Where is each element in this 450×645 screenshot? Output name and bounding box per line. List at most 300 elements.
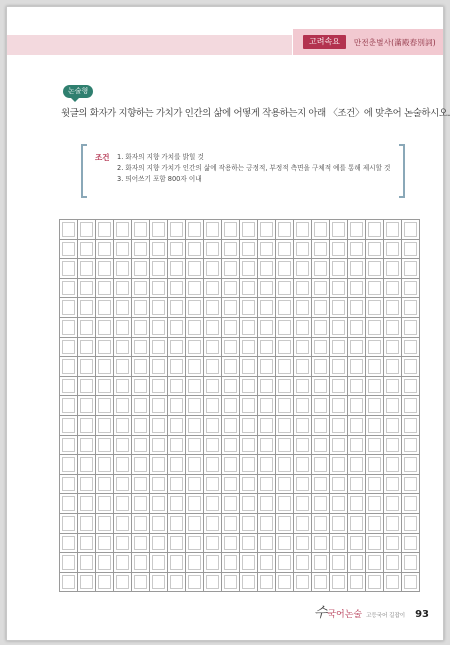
grid-cell[interactable] [204, 259, 222, 279]
grid-cell[interactable] [132, 475, 150, 495]
grid-cell[interactable] [240, 553, 258, 573]
grid-cell[interactable] [132, 455, 150, 475]
grid-cell[interactable] [240, 240, 258, 260]
grid-cell[interactable] [186, 455, 204, 475]
grid-cell[interactable] [312, 573, 330, 593]
grid-cell[interactable] [222, 475, 240, 495]
grid-cell[interactable] [348, 436, 366, 456]
grid-cell[interactable] [384, 436, 402, 456]
grid-cell[interactable] [114, 357, 132, 377]
grid-cell[interactable] [258, 553, 276, 573]
grid-cell[interactable] [312, 553, 330, 573]
grid-cell[interactable] [204, 494, 222, 514]
grid-cell[interactable] [60, 279, 78, 299]
grid-cell[interactable] [96, 553, 114, 573]
grid-cell[interactable] [240, 220, 258, 240]
grid-cell[interactable] [132, 396, 150, 416]
grid-cell[interactable] [366, 259, 384, 279]
grid-cell[interactable] [186, 259, 204, 279]
grid-cell[interactable] [186, 416, 204, 436]
manuscript-grid[interactable] [59, 219, 420, 592]
grid-cell[interactable] [150, 534, 168, 554]
grid-cell[interactable] [294, 514, 312, 534]
grid-cell[interactable] [150, 338, 168, 358]
grid-cell[interactable] [276, 318, 294, 338]
grid-cell[interactable] [114, 279, 132, 299]
grid-cell[interactable] [276, 259, 294, 279]
grid-cell[interactable] [348, 298, 366, 318]
grid-cell[interactable] [186, 534, 204, 554]
grid-cell[interactable] [402, 514, 420, 534]
grid-cell[interactable] [222, 436, 240, 456]
grid-cell[interactable] [330, 338, 348, 358]
grid-cell[interactable] [402, 396, 420, 416]
grid-cell[interactable] [384, 259, 402, 279]
grid-cell[interactable] [114, 436, 132, 456]
grid-cell[interactable] [186, 279, 204, 299]
grid-cell[interactable] [204, 573, 222, 593]
grid-cell[interactable] [366, 475, 384, 495]
grid-cell[interactable] [204, 514, 222, 534]
grid-cell[interactable] [168, 279, 186, 299]
grid-cell[interactable] [366, 396, 384, 416]
grid-cell[interactable] [294, 553, 312, 573]
grid-cell[interactable] [132, 240, 150, 260]
grid-cell[interactable] [258, 494, 276, 514]
grid-cell[interactable] [330, 377, 348, 397]
grid-cell[interactable] [240, 436, 258, 456]
grid-cell[interactable] [384, 494, 402, 514]
grid-cell[interactable] [240, 298, 258, 318]
grid-cell[interactable] [384, 279, 402, 299]
grid-cell[interactable] [276, 553, 294, 573]
grid-cell[interactable] [384, 475, 402, 495]
grid-cell[interactable] [258, 396, 276, 416]
grid-cell[interactable] [78, 377, 96, 397]
grid-cell[interactable] [276, 338, 294, 358]
grid-cell[interactable] [348, 220, 366, 240]
grid-cell[interactable] [78, 240, 96, 260]
grid-cell[interactable] [366, 455, 384, 475]
grid-cell[interactable] [294, 298, 312, 318]
grid-cell[interactable] [294, 573, 312, 593]
grid-cell[interactable] [294, 240, 312, 260]
grid-cell[interactable] [366, 377, 384, 397]
grid-cell[interactable] [384, 318, 402, 338]
grid-cell[interactable] [204, 220, 222, 240]
grid-cell[interactable] [78, 416, 96, 436]
grid-cell[interactable] [114, 573, 132, 593]
grid-cell[interactable] [294, 475, 312, 495]
grid-cell[interactable] [150, 318, 168, 338]
grid-cell[interactable] [366, 357, 384, 377]
grid-cell[interactable] [384, 416, 402, 436]
grid-cell[interactable] [384, 357, 402, 377]
grid-cell[interactable] [96, 377, 114, 397]
grid-cell[interactable] [132, 298, 150, 318]
grid-cell[interactable] [222, 553, 240, 573]
grid-cell[interactable] [96, 240, 114, 260]
grid-cell[interactable] [78, 553, 96, 573]
grid-cell[interactable] [240, 416, 258, 436]
grid-cell[interactable] [78, 573, 96, 593]
grid-cell[interactable] [60, 259, 78, 279]
grid-cell[interactable] [204, 396, 222, 416]
grid-cell[interactable] [258, 240, 276, 260]
grid-cell[interactable] [276, 514, 294, 534]
grid-cell[interactable] [330, 298, 348, 318]
grid-cell[interactable] [276, 396, 294, 416]
grid-cell[interactable] [240, 338, 258, 358]
grid-cell[interactable] [60, 534, 78, 554]
grid-cell[interactable] [276, 220, 294, 240]
grid-cell[interactable] [168, 318, 186, 338]
grid-cell[interactable] [240, 455, 258, 475]
grid-cell[interactable] [402, 259, 420, 279]
grid-cell[interactable] [348, 416, 366, 436]
grid-cell[interactable] [186, 377, 204, 397]
grid-cell[interactable] [330, 455, 348, 475]
grid-cell[interactable] [402, 318, 420, 338]
grid-cell[interactable] [114, 455, 132, 475]
grid-cell[interactable] [132, 279, 150, 299]
grid-cell[interactable] [240, 475, 258, 495]
grid-cell[interactable] [312, 279, 330, 299]
grid-cell[interactable] [276, 357, 294, 377]
grid-cell[interactable] [240, 357, 258, 377]
grid-cell[interactable] [78, 318, 96, 338]
grid-cell[interactable] [114, 534, 132, 554]
grid-cell[interactable] [384, 534, 402, 554]
grid-cell[interactable] [150, 396, 168, 416]
grid-cell[interactable] [222, 455, 240, 475]
grid-cell[interactable] [276, 573, 294, 593]
grid-cell[interactable] [330, 514, 348, 534]
grid-cell[interactable] [186, 573, 204, 593]
grid-cell[interactable] [96, 220, 114, 240]
grid-cell[interactable] [222, 240, 240, 260]
grid-cell[interactable] [258, 416, 276, 436]
grid-cell[interactable] [78, 455, 96, 475]
grid-cell[interactable] [222, 220, 240, 240]
grid-cell[interactable] [132, 514, 150, 534]
grid-cell[interactable] [114, 240, 132, 260]
grid-cell[interactable] [114, 259, 132, 279]
grid-cell[interactable] [384, 573, 402, 593]
grid-cell[interactable] [150, 573, 168, 593]
grid-cell[interactable] [348, 357, 366, 377]
grid-cell[interactable] [366, 279, 384, 299]
grid-cell[interactable] [276, 416, 294, 436]
grid-cell[interactable] [258, 455, 276, 475]
grid-cell[interactable] [204, 338, 222, 358]
grid-cell[interactable] [204, 534, 222, 554]
grid-cell[interactable] [240, 573, 258, 593]
grid-cell[interactable] [114, 475, 132, 495]
grid-cell[interactable] [366, 553, 384, 573]
grid-cell[interactable] [240, 494, 258, 514]
grid-cell[interactable] [294, 220, 312, 240]
grid-cell[interactable] [402, 279, 420, 299]
grid-cell[interactable] [204, 553, 222, 573]
grid-cell[interactable] [240, 377, 258, 397]
grid-cell[interactable] [168, 436, 186, 456]
grid-cell[interactable] [348, 553, 366, 573]
grid-cell[interactable] [78, 396, 96, 416]
grid-cell[interactable] [258, 357, 276, 377]
grid-cell[interactable] [150, 436, 168, 456]
grid-cell[interactable] [186, 298, 204, 318]
grid-cell[interactable] [60, 298, 78, 318]
grid-cell[interactable] [186, 396, 204, 416]
grid-cell[interactable] [132, 259, 150, 279]
grid-cell[interactable] [402, 338, 420, 358]
grid-cell[interactable] [222, 514, 240, 534]
grid-cell[interactable] [114, 514, 132, 534]
grid-cell[interactable] [348, 259, 366, 279]
grid-cell[interactable] [96, 259, 114, 279]
grid-cell[interactable] [60, 240, 78, 260]
grid-cell[interactable] [330, 396, 348, 416]
grid-cell[interactable] [96, 338, 114, 358]
grid-cell[interactable] [150, 220, 168, 240]
grid-cell[interactable] [330, 220, 348, 240]
grid-cell[interactable] [366, 514, 384, 534]
grid-cell[interactable] [114, 298, 132, 318]
grid-cell[interactable] [96, 455, 114, 475]
grid-cell[interactable] [186, 220, 204, 240]
grid-cell[interactable] [258, 338, 276, 358]
grid-cell[interactable] [312, 494, 330, 514]
grid-cell[interactable] [330, 259, 348, 279]
grid-cell[interactable] [78, 475, 96, 495]
grid-cell[interactable] [60, 573, 78, 593]
grid-cell[interactable] [294, 534, 312, 554]
grid-cell[interactable] [312, 534, 330, 554]
grid-cell[interactable] [186, 240, 204, 260]
grid-cell[interactable] [204, 240, 222, 260]
grid-cell[interactable] [276, 279, 294, 299]
grid-cell[interactable] [186, 318, 204, 338]
grid-cell[interactable] [384, 455, 402, 475]
grid-cell[interactable] [402, 455, 420, 475]
grid-cell[interactable] [366, 534, 384, 554]
grid-cell[interactable] [204, 298, 222, 318]
grid-cell[interactable] [168, 220, 186, 240]
grid-cell[interactable] [348, 573, 366, 593]
grid-cell[interactable] [114, 318, 132, 338]
grid-cell[interactable] [402, 573, 420, 593]
grid-cell[interactable] [60, 220, 78, 240]
grid-cell[interactable] [276, 436, 294, 456]
grid-cell[interactable] [312, 298, 330, 318]
grid-cell[interactable] [294, 494, 312, 514]
grid-cell[interactable] [348, 240, 366, 260]
grid-cell[interactable] [78, 298, 96, 318]
grid-cell[interactable] [114, 377, 132, 397]
grid-cell[interactable] [168, 416, 186, 436]
grid-cell[interactable] [402, 534, 420, 554]
grid-cell[interactable] [132, 220, 150, 240]
grid-cell[interactable] [312, 514, 330, 534]
grid-cell[interactable] [204, 357, 222, 377]
grid-cell[interactable] [150, 298, 168, 318]
grid-cell[interactable] [78, 279, 96, 299]
grid-cell[interactable] [60, 416, 78, 436]
grid-cell[interactable] [294, 338, 312, 358]
grid-cell[interactable] [186, 357, 204, 377]
grid-cell[interactable] [240, 396, 258, 416]
grid-cell[interactable] [60, 475, 78, 495]
grid-cell[interactable] [204, 416, 222, 436]
grid-cell[interactable] [312, 455, 330, 475]
grid-cell[interactable] [186, 475, 204, 495]
grid-cell[interactable] [132, 318, 150, 338]
grid-cell[interactable] [348, 377, 366, 397]
grid-cell[interactable] [150, 259, 168, 279]
grid-cell[interactable] [60, 318, 78, 338]
grid-cell[interactable] [78, 338, 96, 358]
grid-cell[interactable] [348, 475, 366, 495]
grid-cell[interactable] [78, 514, 96, 534]
grid-cell[interactable] [330, 534, 348, 554]
grid-cell[interactable] [330, 475, 348, 495]
grid-cell[interactable] [348, 534, 366, 554]
grid-cell[interactable] [60, 338, 78, 358]
grid-cell[interactable] [402, 220, 420, 240]
grid-cell[interactable] [384, 396, 402, 416]
grid-cell[interactable] [222, 377, 240, 397]
grid-cell[interactable] [60, 396, 78, 416]
grid-cell[interactable] [294, 279, 312, 299]
grid-cell[interactable] [96, 514, 114, 534]
grid-cell[interactable] [150, 455, 168, 475]
grid-cell[interactable] [60, 514, 78, 534]
grid-cell[interactable] [168, 338, 186, 358]
grid-cell[interactable] [168, 553, 186, 573]
grid-cell[interactable] [312, 396, 330, 416]
grid-cell[interactable] [114, 494, 132, 514]
grid-cell[interactable] [402, 298, 420, 318]
grid-cell[interactable] [114, 553, 132, 573]
grid-cell[interactable] [366, 494, 384, 514]
grid-cell[interactable] [312, 220, 330, 240]
grid-cell[interactable] [384, 377, 402, 397]
grid-cell[interactable] [402, 416, 420, 436]
grid-cell[interactable] [132, 553, 150, 573]
grid-cell[interactable] [384, 553, 402, 573]
grid-cell[interactable] [330, 240, 348, 260]
grid-cell[interactable] [168, 455, 186, 475]
grid-cell[interactable] [330, 357, 348, 377]
grid-cell[interactable] [294, 259, 312, 279]
grid-cell[interactable] [330, 494, 348, 514]
grid-cell[interactable] [276, 475, 294, 495]
grid-cell[interactable] [204, 436, 222, 456]
grid-cell[interactable] [402, 494, 420, 514]
grid-cell[interactable] [258, 475, 276, 495]
grid-cell[interactable] [96, 318, 114, 338]
grid-cell[interactable] [312, 259, 330, 279]
grid-cell[interactable] [150, 240, 168, 260]
grid-cell[interactable] [402, 240, 420, 260]
grid-cell[interactable] [402, 553, 420, 573]
grid-cell[interactable] [384, 220, 402, 240]
grid-cell[interactable] [204, 455, 222, 475]
grid-cell[interactable] [222, 494, 240, 514]
grid-cell[interactable] [276, 494, 294, 514]
grid-cell[interactable] [150, 553, 168, 573]
grid-cell[interactable] [114, 338, 132, 358]
grid-cell[interactable] [96, 436, 114, 456]
grid-cell[interactable] [240, 534, 258, 554]
grid-cell[interactable] [312, 318, 330, 338]
grid-cell[interactable] [258, 377, 276, 397]
grid-cell[interactable] [96, 396, 114, 416]
grid-cell[interactable] [348, 279, 366, 299]
grid-cell[interactable] [348, 514, 366, 534]
grid-cell[interactable] [294, 436, 312, 456]
grid-cell[interactable] [366, 573, 384, 593]
grid-cell[interactable] [186, 494, 204, 514]
grid-cell[interactable] [348, 396, 366, 416]
grid-cell[interactable] [96, 279, 114, 299]
grid-cell[interactable] [150, 514, 168, 534]
grid-cell[interactable] [294, 416, 312, 436]
grid-cell[interactable] [258, 298, 276, 318]
grid-cell[interactable] [132, 357, 150, 377]
grid-cell[interactable] [330, 573, 348, 593]
grid-cell[interactable] [258, 259, 276, 279]
grid-cell[interactable] [96, 475, 114, 495]
grid-cell[interactable] [132, 494, 150, 514]
grid-cell[interactable] [150, 494, 168, 514]
grid-cell[interactable] [168, 259, 186, 279]
grid-cell[interactable] [366, 436, 384, 456]
grid-cell[interactable] [384, 338, 402, 358]
grid-cell[interactable] [114, 416, 132, 436]
grid-cell[interactable] [312, 240, 330, 260]
grid-cell[interactable] [330, 436, 348, 456]
grid-cell[interactable] [150, 475, 168, 495]
grid-cell[interactable] [168, 377, 186, 397]
grid-cell[interactable] [78, 357, 96, 377]
grid-cell[interactable] [348, 455, 366, 475]
grid-cell[interactable] [348, 318, 366, 338]
grid-cell[interactable] [132, 534, 150, 554]
grid-cell[interactable] [96, 534, 114, 554]
grid-cell[interactable] [384, 240, 402, 260]
grid-cell[interactable] [240, 514, 258, 534]
grid-cell[interactable] [276, 298, 294, 318]
grid-cell[interactable] [186, 436, 204, 456]
grid-cell[interactable] [330, 416, 348, 436]
grid-cell[interactable] [366, 318, 384, 338]
grid-cell[interactable] [402, 357, 420, 377]
grid-cell[interactable] [366, 298, 384, 318]
grid-cell[interactable] [402, 377, 420, 397]
grid-cell[interactable] [204, 318, 222, 338]
grid-cell[interactable] [276, 377, 294, 397]
grid-cell[interactable] [96, 298, 114, 318]
grid-cell[interactable] [312, 377, 330, 397]
grid-cell[interactable] [186, 553, 204, 573]
grid-cell[interactable] [78, 494, 96, 514]
grid-cell[interactable] [222, 534, 240, 554]
grid-cell[interactable] [258, 514, 276, 534]
grid-cell[interactable] [132, 377, 150, 397]
grid-cell[interactable] [168, 514, 186, 534]
